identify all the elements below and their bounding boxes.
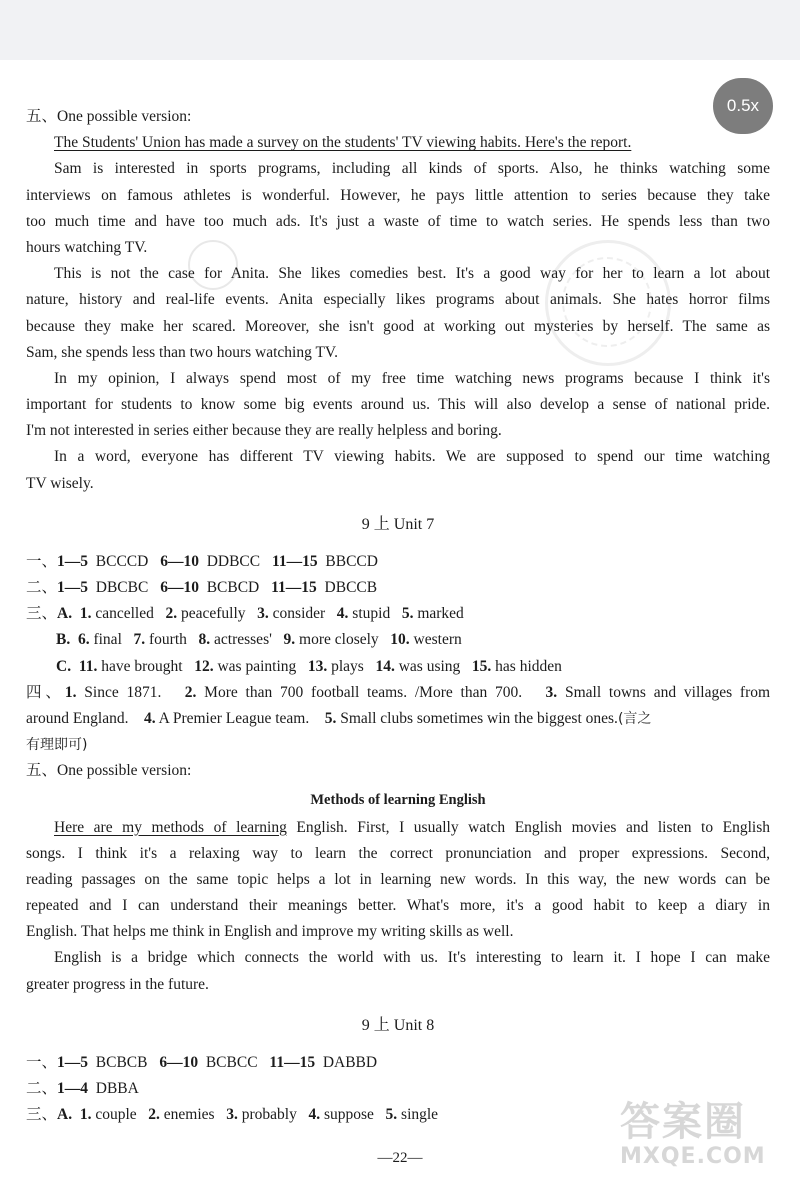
viewer-top-bar bbox=[0, 0, 800, 60]
essay-paragraph: In my opinion, I always spend most of my free time watching news programs because I think it's important for students to know some big events around us. This will also develop a sense of national pride. I'm not interested in series either because they are really helpless and boring. bbox=[26, 369, 770, 440]
answer-row: B. 6. final 7. fourth 8. actresses' 9. more closely 10. western bbox=[56, 631, 462, 649]
answer-row: 二、1—5 DBCBC 6—10 BCBCD 11—15 DBCCB bbox=[26, 579, 378, 596]
essay-paragraph: This is not the case for Anita. She likes comedies best. It's a good way for her to learn a lot about nature, history and real-life events. Anita especially likes programs about animals. She hates horror films because they make her scared. Moreover, she isn't good at working out mysteries by herself. The same as Sam, she spends less than two hours watching TV. bbox=[26, 265, 770, 361]
essay-first-line: The Students' Union has made a survey on the students' TV viewing habits. Here's the report. bbox=[54, 134, 632, 152]
site-watermark-logo: 答案圈 MXQE.COM bbox=[620, 1099, 766, 1169]
answer-row: 四、1. Since 1871. 2. More than 700 football teams. /More than 700. 3. Small towns and villages from bbox=[26, 683, 770, 701]
essay-paragraph: English is a bridge which connects the world with us. It's interesting to learn it. I hope I can make greater progress in the future. bbox=[26, 949, 770, 993]
essay-title: Methods of learning English bbox=[310, 791, 486, 808]
essay-paragraph: Here are my methods of learning English. First, I usually watch English movies and listen to English songs. I think it's a relaxing way to learn the correct pronunciation and proper expressions. Second, reading passages on the same topic helps a lot in learning new words. In this way, the new words can be repeated and I can understand their meanings better. What's more, it's a good habit to keep a diary in English. That helps me think in English and improve my writing skills as well. bbox=[26, 818, 770, 941]
answer-row: 三、A. 1. cancelled 2. peacefully 3. consider 4. stupid 5. marked bbox=[26, 605, 464, 623]
answer-row: 一、1—5 BCBCB 6—10 BCBCC 11—15 DABBD bbox=[26, 1053, 378, 1071]
section-heading: 五、One possible version: bbox=[26, 762, 192, 780]
zoom-level-badge[interactable]: 0.5x bbox=[713, 78, 773, 134]
answer-row: C. 11. have brought 12. was painting 13. plays 14. was using 15. has hidden bbox=[56, 657, 562, 675]
answer-row: 三、A. 1. couple 2. enemies 3. probably 4. suppose 5. single bbox=[26, 1106, 439, 1124]
answer-page bbox=[26, 104, 770, 1128]
unit-title: 9 上 Unit 7 bbox=[361, 515, 435, 533]
essay-paragraph: In a word, everyone has different TV viewing habits. We are supposed to spend our time watching TV wisely. bbox=[26, 448, 770, 492]
answer-row: 二、1—4 DBBA bbox=[26, 1080, 139, 1097]
essay-paragraph: Sam is interested in sports programs, including all kinds of sports. Also, he thinks watching some interviews on famous athletes is wonderful. However, he pays little attention to series because they take too much time and have too much ads. It's just a waste of time to watch series. He spends less than two hours watching TV. bbox=[26, 160, 770, 256]
answer-row: 一、1—5 BCCCD 6—10 DDBCC 11—15 BBCCD bbox=[26, 552, 378, 570]
answer-note: 有理即可) bbox=[26, 737, 88, 754]
section-heading: 五、One possible version: bbox=[26, 108, 192, 125]
answer-row: around England. 4. A Premier League team. 5. Small clubs sometimes win the biggest ones.(言之 bbox=[26, 709, 652, 727]
page-number: —22— bbox=[377, 1150, 423, 1166]
unit-title: 9 上 Unit 8 bbox=[361, 1016, 435, 1034]
